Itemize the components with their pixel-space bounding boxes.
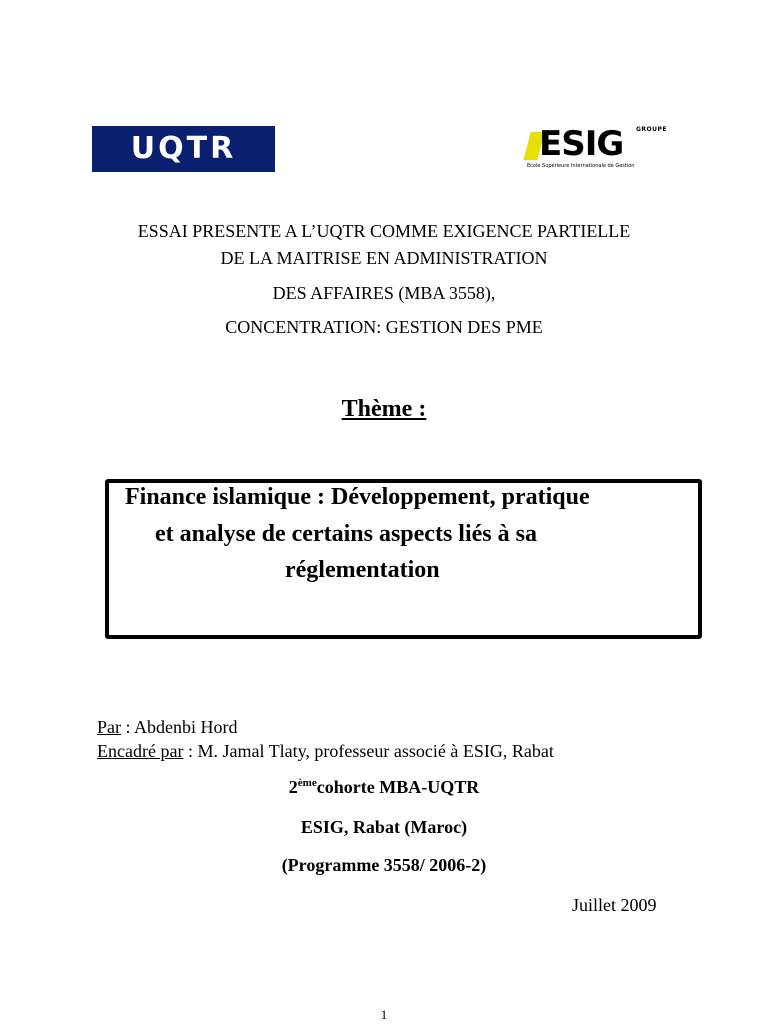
title-line-3: réglementation	[285, 557, 440, 583]
header-line-4: CONCENTRATION: GESTION DES PME	[225, 317, 543, 337]
date-line: Juillet 2009	[572, 895, 657, 915]
author-line	[97, 718, 238, 736]
esig-tagline: Ecole Supérieure Internationale de Gestion	[527, 163, 635, 169]
header-line-2: DE LA MAITRISE EN ADMINISTRATION	[220, 248, 548, 268]
supervisor-label: Encadré par	[97, 741, 184, 761]
cohort-line	[0, 778, 768, 796]
author-name: : Abdenbi Hord	[121, 717, 238, 737]
title-line-2: et analyse de certains aspects liés à sa	[155, 521, 537, 547]
supervisor-line	[97, 742, 554, 760]
header-line-1: ESSAI PRESENTE A L’UQTR COMME EXIGENCE PARTIELLE	[137, 221, 631, 241]
esig-logo	[525, 126, 667, 172]
esig-groupe-text: GROUPE	[635, 126, 667, 133]
page-number: 1	[380, 1007, 388, 1022]
cohort-text: cohorte MBA-UQTR	[316, 777, 480, 797]
esig-logo-text: ESIG	[539, 124, 624, 164]
theme-label: Thème :	[341, 396, 427, 422]
uqtr-logo	[92, 126, 275, 172]
uqtr-logo-text: UQTR	[130, 131, 237, 166]
institution-line: ESIG, Rabat (Maroc)	[300, 817, 468, 837]
program-line: (Programme 3558/ 2006-2)	[281, 855, 487, 875]
title-line-1: Finance islamique : Développement, pratique	[125, 484, 590, 510]
supervisor-name: : M. Jamal Tlaty, professeur associé à ESIG, Rabat	[183, 741, 554, 761]
author-label: Par	[97, 717, 121, 737]
header-line-3: DES AFFAIRES (MBA 3558),	[272, 283, 496, 303]
cohort-superscript: ème	[297, 777, 317, 789]
cohort-number: 2	[288, 777, 298, 797]
